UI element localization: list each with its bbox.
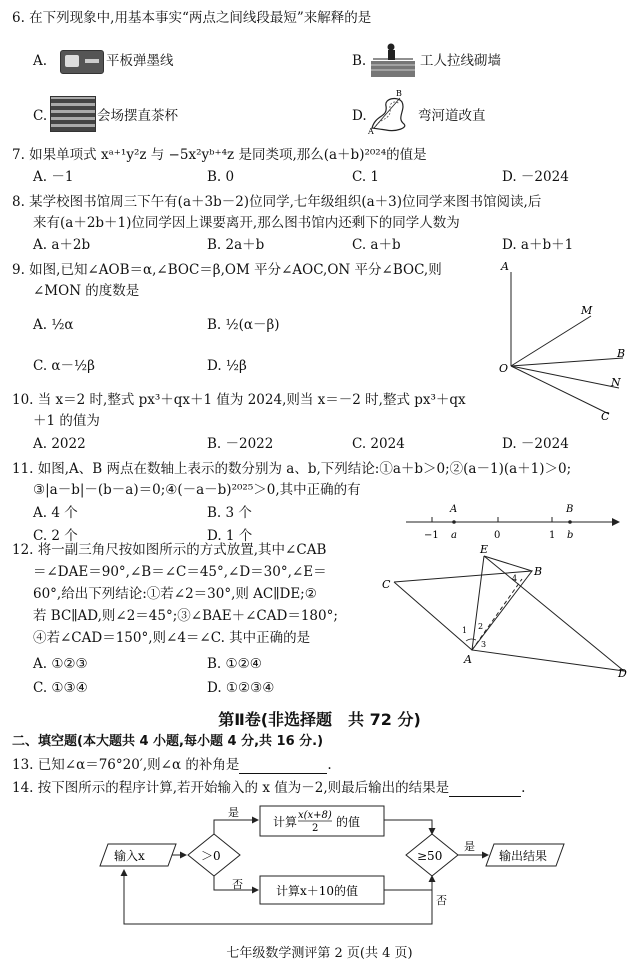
q9-option-b: B. ½(α－β) (207, 317, 280, 333)
flow-yes1: 是 (228, 806, 239, 819)
flow-calc1-num: x(x+8) (298, 810, 332, 821)
q6-option-b-letter: B. (352, 53, 367, 69)
q12-label-a: A (464, 653, 472, 666)
q8-option-d: D. a＋b＋1 (502, 237, 574, 253)
q7-option-a: A. －1 (33, 169, 74, 185)
q9-option-d: D. ½β (207, 358, 247, 374)
q11-option-a: A. 4 个 (33, 505, 78, 521)
q6-d-label-a: A (368, 127, 374, 136)
q12-option-d: D. ①②③④ (207, 680, 275, 696)
q9-option-a: A. ½α (33, 317, 74, 333)
q6-option-a-text: 平板弹墨线 (106, 53, 174, 69)
flow-input-label: 输入x (114, 849, 145, 863)
q12-line-1: 12. 将一副三角尺按如图所示的方式放置,其中∠CAB (12, 542, 327, 558)
q8-option-c: C. a＋b (352, 237, 401, 253)
q11-stem-2: ③|a－b|－(b－a)＝0;④(－a－b)²⁰²⁵＞0,其中正确的有 (33, 482, 361, 498)
q12-label-d: D (618, 667, 627, 680)
q10-stem-1: 10. 当 x＝2 时,整式 px³＋qx＋1 值为 2024,则当 x＝－2 时,整式 px³＋qx (12, 392, 466, 408)
q7-option-c: C. 1 (352, 169, 380, 185)
q11-tick-neg1: −1 (424, 530, 439, 541)
q10-option-a: A. 2022 (33, 436, 86, 452)
q12-line-3: 60°,给出下列结论:①若∠2＝30°,则 AC∥DE;② (33, 586, 317, 602)
q11-option-c: C. 2 个 (33, 528, 78, 544)
q9-option-c: C. α－½β (33, 358, 95, 374)
q8-stem-2: 来有(a＋2b＋1)位同学因上课要离开,那么图书馆内还剩下的同学人数为 (33, 215, 460, 231)
part2-title: 第Ⅱ卷(非选择题 共 72 分) (218, 710, 421, 729)
q6-stem: 6. 在下列现象中,用基本事实“两点之间线段最短”来解释的是 (12, 10, 372, 26)
q9-stem-2: ∠MON 的度数是 (33, 283, 140, 299)
q12-line-5: ④若∠CAD＝150°,则∠4＝∠C. 其中正确的是 (33, 630, 311, 646)
q6-option-c-text: 会场摆直茶杯 (97, 108, 178, 124)
flow-yes2: 是 (464, 840, 475, 853)
q6-option-b-text: 工人拉线砌墙 (420, 53, 501, 69)
q11-number-line (402, 500, 624, 546)
q11-tick-b: b (567, 530, 574, 541)
q14-text: 14. 按下图所示的程序计算,若开始输入的 x 值为－2,则最后输出的结果是 (12, 780, 450, 796)
flow-calc1-den: 2 (312, 823, 319, 834)
q12-line-4: 若 BC∥AD,则∠2＝45°;③∠BAE＋∠CAD＝180°; (33, 608, 338, 624)
q7-stem: 7. 如果单项式 xᵃ⁺¹y²z 与 −5x²yᵇ⁺⁴z 是同类项,那么(a＋b)²⁰²⁴的值是 (12, 147, 427, 163)
q11-label-A: A (450, 504, 458, 515)
q8-option-b: B. 2a＋b (207, 237, 265, 253)
flow-no1: 否 (232, 878, 243, 891)
q6-option-c-letter: C. (33, 108, 48, 124)
q11-tick-1: 1 (549, 530, 556, 541)
q12-angle-1: 1 (462, 626, 468, 635)
q6-a-image (60, 50, 104, 74)
q12-angle-2: 2 (478, 622, 484, 631)
q7-option-b: B. 0 (207, 169, 235, 185)
q8-option-a: A. a＋2b (33, 237, 91, 253)
q10-option-c: C. 2024 (352, 436, 405, 452)
q14-end: . (521, 780, 526, 796)
q10-option-b: B. －2022 (207, 436, 274, 452)
q11-stem-1: 11. 如图,A、B 两点在数轴上表示的数分别为 a、b,下列结论:①a＋b＞0;②(a－1)(a＋1)＞0; (12, 461, 572, 477)
q6-option-d-letter: D. (352, 108, 367, 124)
q12-label-c: C (382, 578, 391, 591)
q6-d-figure (366, 88, 414, 136)
q6-option-a-letter: A. (33, 53, 48, 69)
q9-angle-figure (495, 258, 635, 426)
q6-c-image (50, 96, 96, 132)
flow-calc2-label: 计算x＋10的值 (276, 884, 359, 898)
q9-label-m: M (581, 304, 593, 317)
q11-option-b: B. 3 个 (207, 505, 252, 521)
q13-answer-blank (239, 761, 327, 774)
q12-triangle-figure (380, 545, 632, 680)
q10-option-d: D. －2024 (502, 436, 569, 452)
q9-label-a: A (501, 260, 509, 273)
q10-stem-2: ＋1 的值为 (33, 413, 100, 429)
flow-cond1-label: ＞0 (201, 849, 221, 863)
q6-d-label-b: B (396, 89, 402, 98)
flow-no2: 否 (436, 894, 447, 907)
q12-line-2: ＝∠DAE＝90°,∠B＝∠C＝45°,∠D＝30°,∠E＝ (33, 564, 327, 580)
flow-calc1-pre: 计算 (273, 815, 298, 829)
fill-heading: 二、填空题(本大题共 4 小题,每小题 4 分,共 16 分.) (12, 734, 324, 749)
q11-option-d: D. 1 个 (207, 528, 253, 544)
q12-angle-3: 3 (481, 640, 487, 649)
q14-answer-blank (449, 784, 521, 797)
q11-tick-a: a (451, 530, 457, 541)
q9-label-o: O (499, 362, 509, 375)
q14-flowchart (90, 800, 580, 932)
q9-label-n: N (611, 376, 621, 389)
q7-option-d: D. －2024 (502, 169, 569, 185)
q13-text: 13. 已知∠α＝76°20′,则∠α 的补角是 (12, 757, 240, 773)
q8-stem-1: 8. 某学校图书馆周三下午有(a＋3b－2)位同学,七年级组织(a＋3)位同学来图书馆阅读,后 (12, 194, 542, 210)
q9-label-b: B (617, 347, 626, 360)
page-footer: 七年级数学测评第 2 页(共 4 页) (226, 946, 413, 961)
flow-output-label: 输出结果 (499, 849, 548, 863)
q12-angle-4: 4 (512, 574, 518, 583)
q12-option-b: B. ①②④ (207, 656, 262, 672)
flow-calc1-post: 的值 (336, 815, 361, 829)
q13-row (12, 756, 332, 774)
flow-cond2-label: ≥50 (417, 849, 443, 863)
q12-label-e: E (480, 545, 489, 556)
q6-option-d-text: 弯河道改直 (418, 108, 486, 124)
q12-option-a: A. ①②③ (33, 656, 88, 672)
q14-row (12, 779, 525, 797)
q11-tick-0: 0 (494, 530, 501, 541)
q11-label-B: B (566, 504, 574, 515)
q13-end: . (327, 757, 332, 773)
q9-stem-1: 9. 如图,已知∠AOB＝α,∠BOC＝β,OM 平分∠AOC,ON 平分∠BOC,则 (12, 262, 442, 278)
q6-b-image (371, 43, 415, 77)
q12-option-c: C. ①③④ (33, 680, 88, 696)
q9-label-c: C (601, 410, 610, 423)
q12-label-b: B (534, 565, 543, 578)
